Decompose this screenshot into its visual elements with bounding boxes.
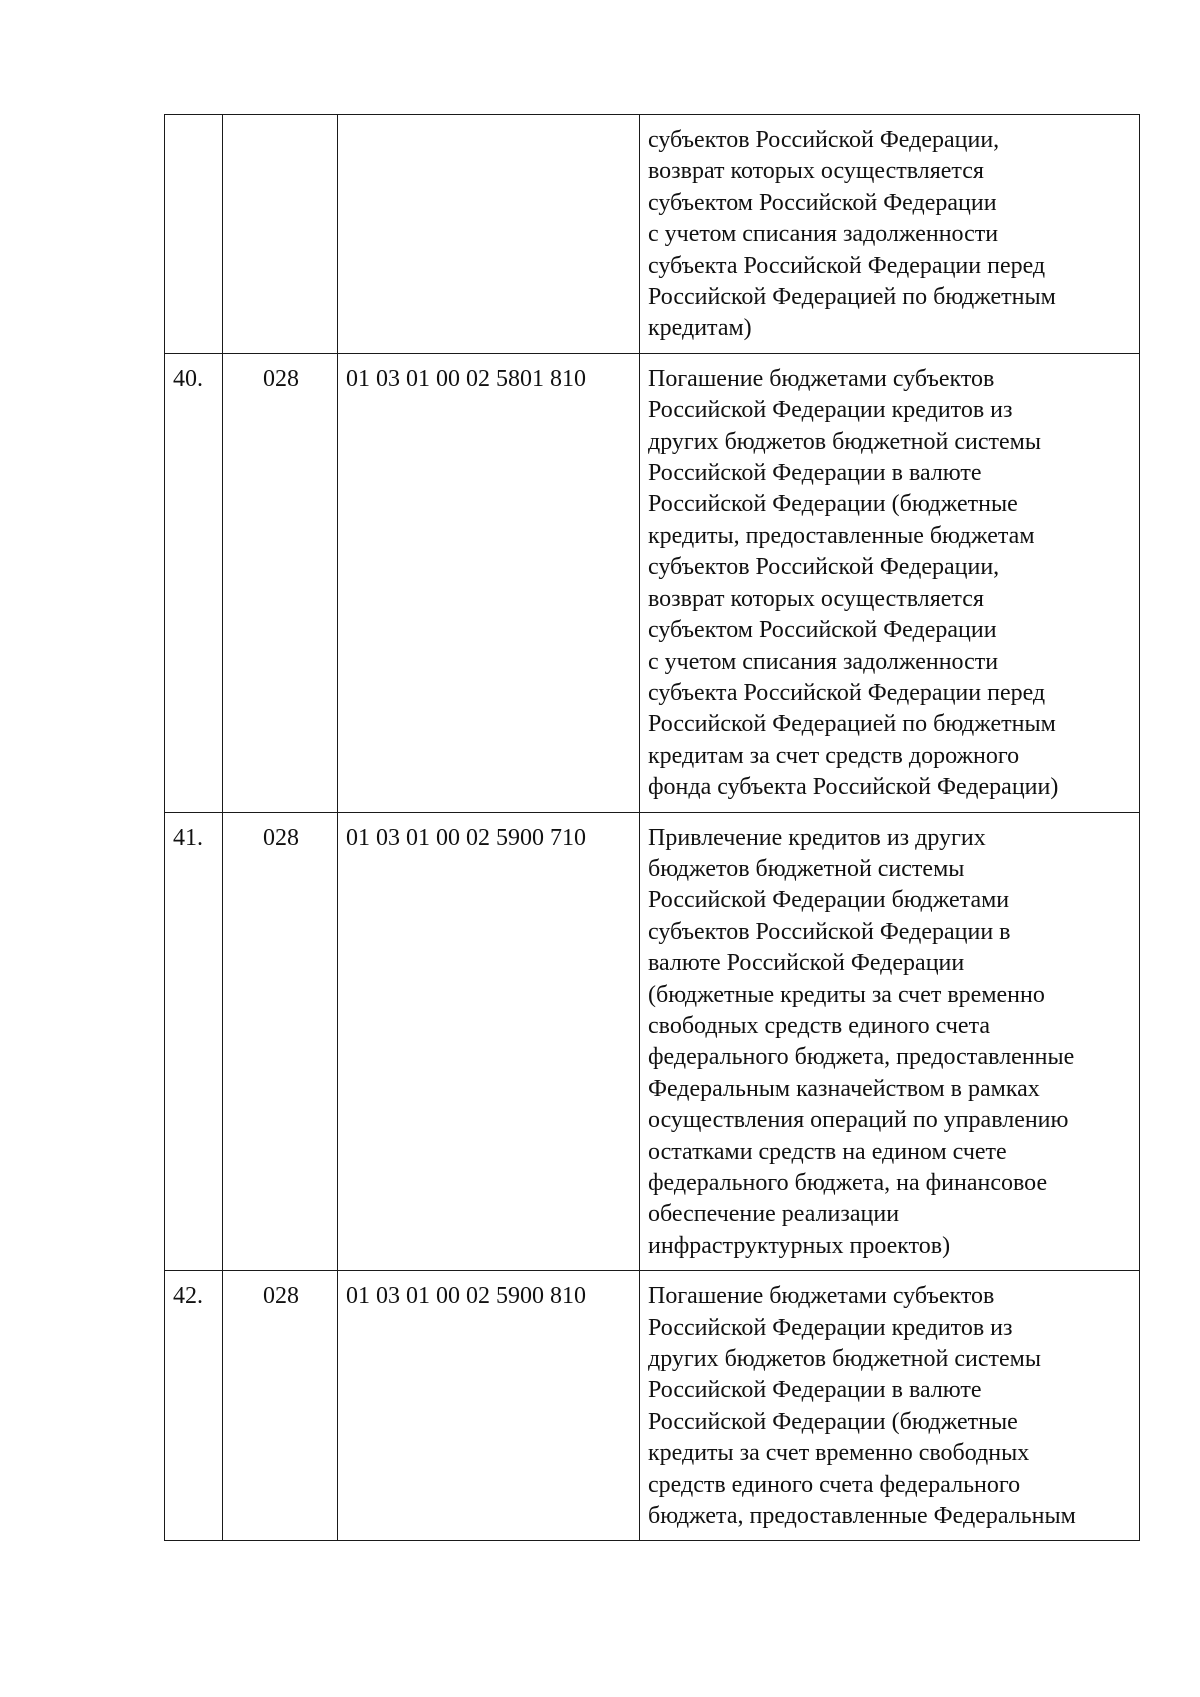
table-row [165, 115, 1140, 354]
row-number-cell [165, 115, 223, 354]
description-line: Привлечение кредитов из других [648, 824, 986, 851]
description-line: Федеральным казначейством в рамках [648, 1075, 1040, 1102]
description-line: Российской Федерации в валюте [648, 460, 982, 487]
description-line: осуществления операций по управлению [648, 1107, 1069, 1134]
description-line: остатками средств на едином счете [648, 1138, 1007, 1165]
budget-code-cell: 01 03 01 00 02 5801 810 [338, 353, 640, 812]
description-line: Российской Федерации в валюте [648, 1377, 982, 1404]
row-number-cell: 42. [165, 1271, 223, 1541]
admin-code-cell: 028 [223, 812, 338, 1271]
description-line: фонда субъекта Российской Федерации) [648, 774, 1059, 801]
description-line: Российской Федерации (бюджетные [648, 491, 1018, 518]
budget-code-cell [338, 115, 640, 354]
admin-code-cell: 028 [223, 1271, 338, 1541]
description-line: Погашение бюджетами субъектов [648, 1283, 995, 1310]
table-row [165, 353, 1140, 812]
description-line: кредитам за счет средств дорожного [648, 742, 1020, 769]
row-number-cell: 41. [165, 812, 223, 1271]
row-number-cell: 40. [165, 353, 223, 812]
description-line: кредиты за счет временно свободных [648, 1440, 1030, 1467]
description-line: субъектом Российской Федерации [648, 189, 997, 216]
description-line: валюте Российской Федерации [648, 950, 965, 977]
description-line: возврат которых осуществляется [648, 585, 984, 612]
description-line: федерального бюджета, на финансовое [648, 1170, 1048, 1196]
description-line: с учетом списания задолженности [648, 221, 999, 248]
description-line: Российской Федерации бюджетами [648, 887, 1010, 914]
budget-codes-table [164, 114, 1140, 1541]
description-line: средств единого счета федерального [648, 1471, 1021, 1498]
description-line: других бюджетов бюджетной системы [648, 1346, 1041, 1373]
description-line: субъектом Российской Федерации [648, 617, 997, 644]
description-line: Российской Федерации кредитов из [648, 397, 1013, 424]
table-row [165, 1271, 1140, 1541]
description-line: бюджета, предоставленные Федеральным [648, 1503, 1076, 1530]
description-line: бюджетов бюджетной системы [648, 855, 965, 882]
description-line: Российской Федерации (бюджетные [648, 1408, 1018, 1435]
description-cell [640, 115, 1140, 354]
description-line: субъекта Российской Федерации перед [648, 252, 1046, 279]
description-line: субъектов Российской Федерации в [648, 918, 1011, 945]
budget-code-cell: 01 03 01 00 02 5900 710 [338, 812, 640, 1271]
description-cell [640, 812, 1140, 1271]
description-line: кредитам) [648, 315, 752, 342]
table-row [165, 812, 1140, 1271]
admin-code-cell [223, 115, 338, 354]
description-line: кредиты, предоставленные бюджетам [648, 522, 1035, 549]
admin-code-cell: 028 [223, 353, 338, 812]
description-cell [640, 1271, 1140, 1541]
description-line: возврат которых осуществляется [648, 158, 984, 185]
description-line: Российской Федерацией по бюджетным [648, 284, 1056, 311]
description-line: инфраструктурных проектов) [648, 1232, 951, 1259]
description-line: с учетом списания задолженности [648, 648, 999, 675]
budget-code-cell: 01 03 01 00 02 5900 810 [338, 1271, 640, 1541]
description-line: Погашение бюджетами субъектов [648, 365, 995, 392]
description-cell [640, 353, 1140, 812]
description-line: свободных средств единого счета [648, 1012, 990, 1039]
description-line: федерального бюджета, предоставленные [648, 1044, 1075, 1071]
table-body [165, 115, 1140, 1541]
description-line: субъекта Российской Федерации перед [648, 679, 1046, 706]
description-line: субъектов Российской Федерации, [648, 127, 1000, 153]
description-line: (бюджетные кредиты за счет временно [648, 981, 1045, 1008]
description-line: Российской Федерацией по бюджетным [648, 711, 1056, 738]
description-line: обеспечение реализации [648, 1201, 900, 1228]
description-line: субъектов Российской Федерации, [648, 554, 1000, 581]
description-line: других бюджетов бюджетной системы [648, 428, 1041, 455]
description-line: Российской Федерации кредитов из [648, 1314, 1013, 1341]
